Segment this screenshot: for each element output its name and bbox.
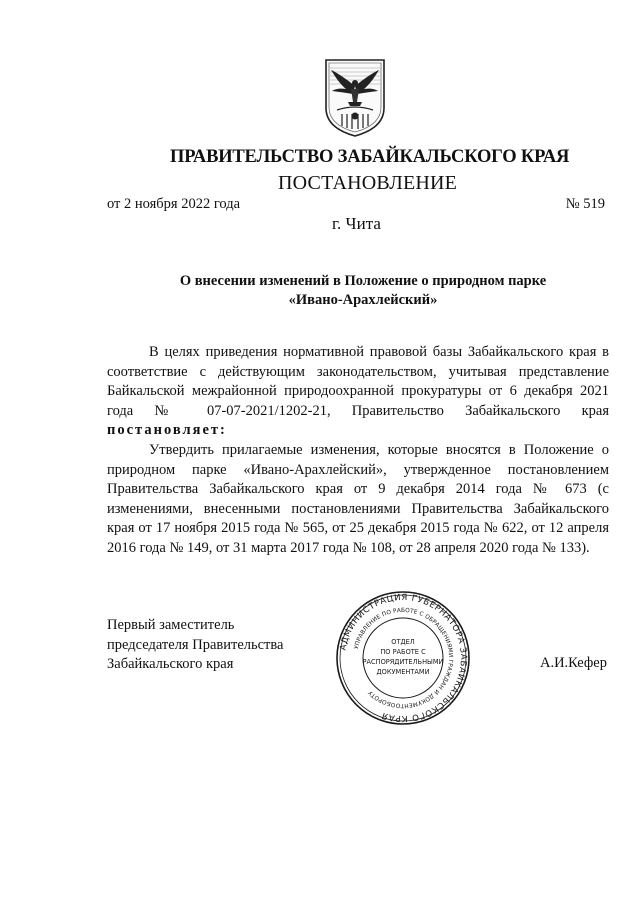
organization-title: ПРАВИТЕЛЬСТВО ЗАБАЙКАЛЬСКОГО КРАЯ xyxy=(170,147,570,167)
svg-text:АДМИНИСТРАЦИЯ ГУБЕРНАТОРА ЗАБА: АДМИНИСТРАЦИЯ ГУБЕРНАТОРА ЗАБАЙКАЛЬСКОГО КРАЯ xyxy=(338,592,469,724)
role-line-1: Первый заместитель xyxy=(107,617,235,633)
paragraph-resolution xyxy=(107,441,609,558)
document-number: № 519 xyxy=(565,196,605,212)
role-line-3: Забайкальского края xyxy=(107,656,234,672)
paragraph-preamble xyxy=(107,343,609,441)
document-city: г. Чита xyxy=(332,214,381,233)
document-subject xyxy=(0,272,640,310)
signatory-name: А.И.Кефер xyxy=(539,655,607,671)
document-type: ПОСТАНОВЛЕНИЕ xyxy=(278,172,458,194)
coat-of-arms-emblem xyxy=(320,56,390,138)
role-line-2: председателя Правительства xyxy=(107,636,284,653)
resolves-word: постановляет: xyxy=(107,422,227,438)
document-date: от 2 ноября 2022 года xyxy=(107,196,241,212)
official-stamp xyxy=(335,590,471,726)
svg-text:УПРАВЛЕНИЕ ПО РАБОТЕ С ОБРАЩЕН: УПРАВЛЕНИЕ ПО РАБОТЕ С ОБРАЩЕНИЯМИ ГРАЖДАН И ДОКУМЕНТООБОРОТУ xyxy=(353,607,454,709)
svg-text:ОТДЕЛ: ОТДЕЛ xyxy=(391,638,415,646)
subject-line-2: «Ивано-Арахлейский» xyxy=(288,292,438,308)
signatory-role xyxy=(107,616,283,675)
resolution-text: Утвердить прилагаемые изменения, которые вносятся в Положение о природном парке «Ивано-Арахлейский», утвержденное постановлением Правительства Забайкальского края от 9 декабря 2014 года № 673 (с изменениями, внесенными постановлениями Правительства Забайкальского края от 17 ноября 2015 года № 565, от 25 декабря 2015 года № 622, от 12 апреля 2016 года № 149, от 31 марта 2017 года № 108, от 28 апреля 2020 года № 133). xyxy=(107,442,609,556)
svg-text:ПО РАБОТЕ С: ПО РАБОТЕ С xyxy=(380,648,426,656)
svg-text:ДОКУМЕНТАМИ: ДОКУМЕНТАМИ xyxy=(376,668,430,676)
subject-line-1: О внесении изменений в Положение о природном парке xyxy=(179,273,547,289)
preamble-text: В целях приведения нормативной правовой базы Забайкальского края в соответствие с действующим законодательством, учитывая представление Байкальской межрайонной природоохранной прокуратуры от 6 декабря 2021 года № 07-07-2021/1202-21, Правительство Забайкальского края xyxy=(107,344,609,419)
svg-text:РАСПОРЯДИТЕЛЬНЫМИ: РАСПОРЯДИТЕЛЬНЫМИ xyxy=(362,658,444,666)
